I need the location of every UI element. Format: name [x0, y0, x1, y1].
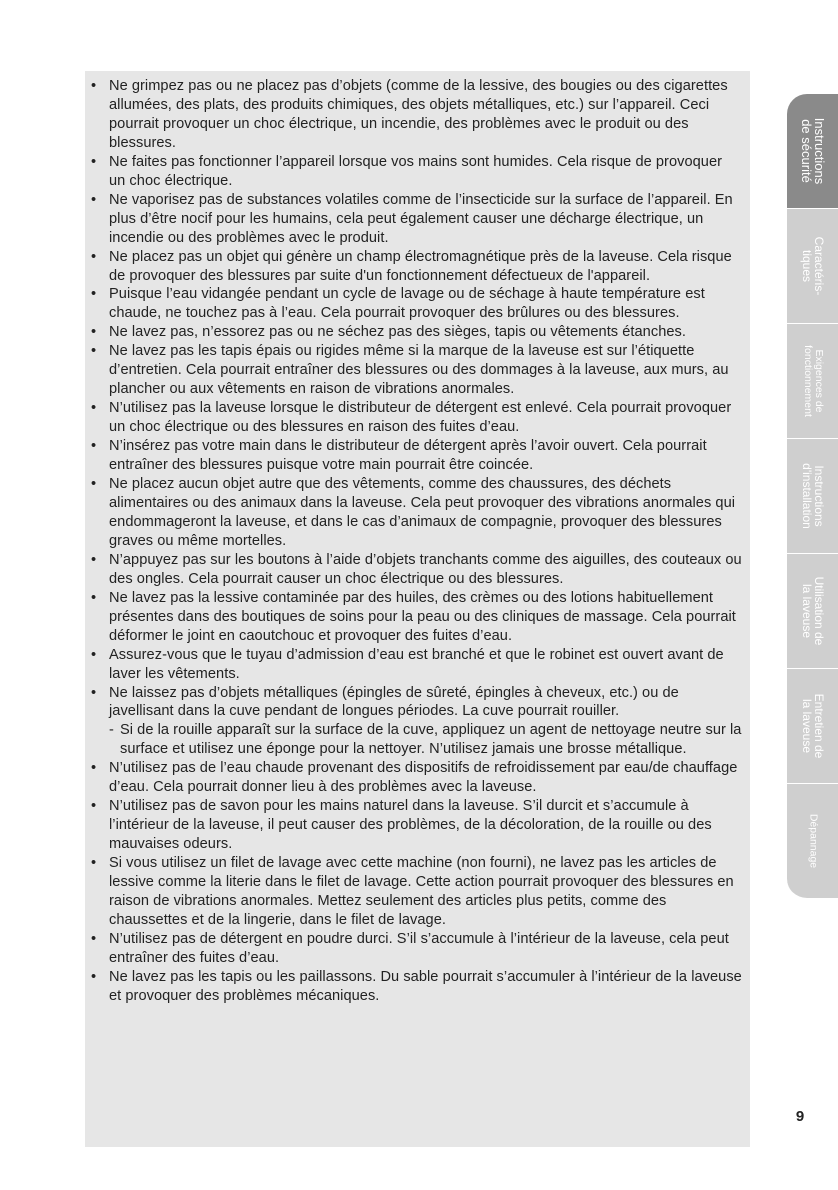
bullet-item: • N’utilisez pas de l’eau chaude provenant des dispositifs de refroidissement par eau/de chauffage d’eau. Cela pourrait donner lieu à des problèmes avec la laveuse. [89, 759, 742, 797]
tab-label: Instructions de sécurité [798, 117, 827, 185]
bullet-item: • N’utilisez pas de savon pour les mains naturel dans la laveuse. S’il durcit et s’accumule à l’intérieur de la laveuse, il peut causer des problèmes, de la décoloration, de la rouille ou des mauvaises odeurs. [89, 797, 742, 854]
sub-item: - Si de la rouille apparaît sur la surface de la cuve, appliquez un agent de nettoyage neutre sur la surface et utilisez une éponge pour la nettoyer. N’utilisez jamais une brosse métallique. [109, 721, 742, 759]
bullet-item: • Ne lavez pas, n’essorez pas ou ne séchez pas des sièges, tapis ou vêtements étanches. [89, 323, 742, 342]
tab-troubleshooting[interactable] [787, 784, 838, 899]
bullet-item: • N’utilisez pas la laveuse lorsque le distributeur de détergent est enlevé. Cela pourrait provoquer un choc électrique ou des blessures en raison des fuites d’eau. [89, 399, 742, 437]
sub-list [109, 721, 742, 759]
bullet-item: • Ne lavez pas les tapis épais ou rigides même si la marque de la laveuse est sur l’étiquette d’entretien. Cela pourrait entraîner des blessures ou des dommages à la laveuse, aux murs, au plancher ou aux vêtements en raison de vibrations anormales. [89, 342, 742, 399]
bullet-item: • Ne faites pas fonctionner l’appareil lorsque vos mains sont humides. Cela risque de provoquer un choc électrique. [89, 153, 742, 191]
tab-using-washer[interactable] [787, 554, 838, 669]
bullet-item: • Puisque l’eau vidangée pendant un cycle de lavage ou de séchage à haute température est chaude, ne touchez pas à l’eau. Cela pourrait provoquer des brûlures ou des blessures. [89, 285, 742, 323]
tab-operating-requirements[interactable] [787, 324, 838, 439]
bullet-item: • N’utilisez pas de détergent en poudre durci. S’il s’accumule à l’intérieur de la laveuse, cela peut entraîner des fuites d’eau. [89, 930, 742, 968]
bullet-item: • Si vous utilisez un filet de lavage avec cette machine (non fourni), ne lavez pas les articles de lessive comme la literie dans le filet de lavage. Cette action pourrait provoquer des blessures en raison de vibrations anormales. Mettez seulement des articles plus petits, comme des chaussettes et de la lingerie, dans le filet de lavage. [89, 854, 742, 930]
section-tabs [787, 94, 838, 899]
bullet-item: • Ne placez aucun objet autre que des vêtements, comme des chaussures, des déchets alimentaires ou des animaux dans la laveuse. Cela peut provoquer des vibrations anormales qui endommageront la laveuse, et dans le cas d’animaux de compagnie, provoquer des blessures graves ou même mortelles. [89, 475, 742, 551]
bullet-item: • N’insérez pas votre main dans le distributeur de détergent après l’avoir ouvert. Cela pourrait entraîner des blessures puisque votre main pourrait être coincée. [89, 437, 742, 475]
tab-label: Dépannage [807, 813, 819, 869]
tab-label: Caractéris- tiques [799, 236, 826, 296]
bullet-item: • Ne lavez pas la lessive contaminée par des huiles, des crèmes ou des lotions habituellement présentes dans des boutiques de soins pour la peau ou des cliniques de massage. Cela pourrait déformer le joint en caoutchouc et provoquer des fuites d’eau. [89, 589, 742, 646]
tab-label: Exigences de fonctionnement [801, 345, 825, 417]
bullet-item: • Ne grimpez pas ou ne placez pas d’objets (comme de la lessive, des bougies ou des cigarettes allumées, des plats, des produits chimiques, des objets métalliques, etc.) sur l’appareil. Ceci pourrait provoquer un choc électrique, un incendie, des problèmes avec le produit ou des blessures. [89, 77, 742, 153]
bullet-item: • N’appuyez pas sur les boutons à l’aide d’objets tranchants comme des aiguilles, des couteaux ou des ongles. Cela pourrait causer un choc électrique ou des blessures. [89, 551, 742, 589]
bullet-item: • Ne lavez pas les tapis ou les paillassons. Du sable pourrait s’accumuler à l’intérieur de la laveuse et provoquer des problèmes mécaniques. [89, 968, 742, 1006]
bullet-text: Ne laissez pas d’objets métalliques (épingles de sûreté, épingles à cheveux, etc.) ou de javellisant dans la cuve pendant de longues périodes. La cuve pourrait rouiller. [109, 684, 679, 720]
safety-bullet-list [89, 77, 742, 1006]
page-number: 9 [795, 1108, 805, 1125]
tab-label: Entretien de la laveuse [799, 693, 826, 759]
bullet-item: • Assurez-vous que le tuyau d’admission d’eau est branché et que le robinet est ouvert avant de laver les vêtements. [89, 646, 742, 684]
tab-label: Utilisation de la laveuse [799, 576, 826, 646]
bullet-item: • Ne vaporisez pas de substances volatiles comme de l’insecticide sur la surface de l’appareil. En plus d’être nocif pour les humains, cela peut également causer une décharge électrique, un incendie ou des problèmes avec le produit. [89, 191, 742, 248]
tab-installation-instructions[interactable] [787, 439, 838, 554]
tab-safety-instructions[interactable] [787, 94, 838, 209]
tab-label: Instructions d'installation [799, 463, 826, 529]
tab-features[interactable] [787, 209, 838, 324]
bullet-item-with-sub [89, 684, 742, 760]
safety-instructions-panel [85, 71, 750, 1147]
bullet-item: • Ne placez pas un objet qui génère un champ électromagnétique près de la laveuse. Cela risque de provoquer des blessures par suite d'un fonctionnement défectueux de l'appareil. [89, 248, 742, 286]
tab-washer-maintenance[interactable] [787, 669, 838, 784]
